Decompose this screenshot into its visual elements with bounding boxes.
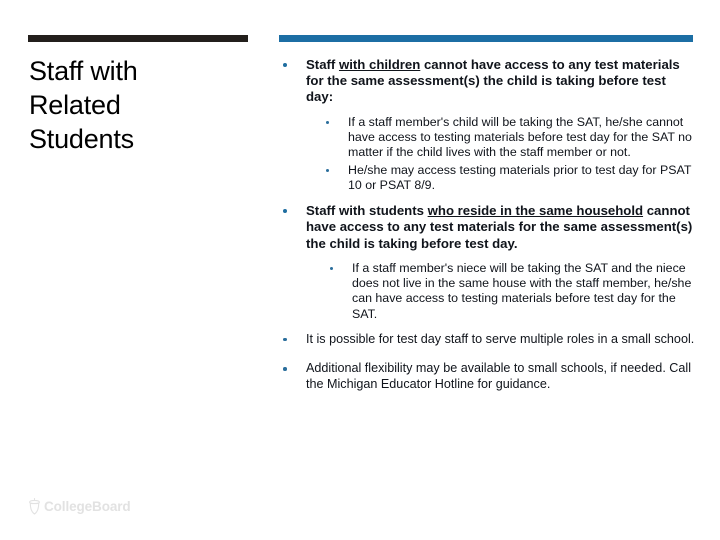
sub-bullet-text: He/she may access testing materials prior to test day for PSAT 10 or PSAT 8/9. bbox=[348, 162, 692, 192]
bullet-item-staff-with-children bbox=[276, 57, 696, 106]
bullet-dot-icon bbox=[283, 63, 287, 67]
page-title-line-3: Students bbox=[29, 124, 134, 154]
bullet-dot-icon bbox=[283, 338, 287, 342]
content-body bbox=[276, 57, 696, 407]
sub-bullet-group-2 bbox=[276, 261, 696, 322]
collegeboard-logo bbox=[28, 498, 131, 515]
bullet-dot-icon bbox=[283, 367, 287, 371]
sub-bullet-dot-icon bbox=[326, 169, 329, 172]
acorn-icon bbox=[28, 498, 41, 515]
content-accent-rule bbox=[279, 35, 693, 42]
bullet-text-underlined: who reside in the same household bbox=[427, 203, 644, 219]
bullet-dot-icon bbox=[283, 209, 287, 213]
sub-bullet-item bbox=[276, 261, 696, 322]
sub-bullet-dot-icon bbox=[326, 121, 329, 124]
bullet-text-pre: Staff with students bbox=[306, 203, 428, 219]
collegeboard-logo-text: CollegeBoard bbox=[44, 498, 131, 514]
sub-bullet-group-1 bbox=[276, 115, 696, 193]
sub-bullet-text: If a staff member's niece will be taking the SAT and the niece does not live in the same house with the staff member, he/she can have access to testing materials before test day for the SAT. bbox=[352, 260, 692, 321]
bullet-text-post: cannot have access to any test materials for the same assessment(s) the child is taking before test day. bbox=[306, 203, 693, 251]
bullet-text-underlined: with children bbox=[338, 57, 421, 72]
bullet-text: Additional flexibility may be available to small schools, if needed. Call the Michigan Educator Hotline for guidance. bbox=[306, 361, 692, 392]
bullet-text-post: cannot have access to any test materials for the same assessment(s) the child is taking before test day: bbox=[306, 57, 680, 105]
page-title bbox=[29, 54, 254, 156]
bullet-item-multiple-roles bbox=[276, 332, 696, 348]
sub-bullet-item bbox=[276, 163, 696, 194]
bullet-text: It is possible for test day staff to serve multiple roles in a small school. bbox=[306, 331, 695, 346]
sub-bullet-item bbox=[276, 115, 696, 161]
bullet-text-pre: Staff bbox=[306, 57, 339, 72]
page-title-line-2: Related bbox=[29, 90, 121, 120]
bullet-item-additional-flexibility bbox=[276, 361, 696, 392]
page-title-line-1: Staff with bbox=[29, 56, 138, 86]
bullet-item-staff-with-students bbox=[276, 203, 696, 252]
title-accent-rule bbox=[28, 35, 248, 42]
sub-bullet-dot-icon bbox=[330, 267, 333, 270]
sub-bullet-text: If a staff member's child will be taking the SAT, he/she cannot have access to testing materials before test day for the SAT no matter if the child lives with the staff member or not. bbox=[348, 114, 692, 160]
